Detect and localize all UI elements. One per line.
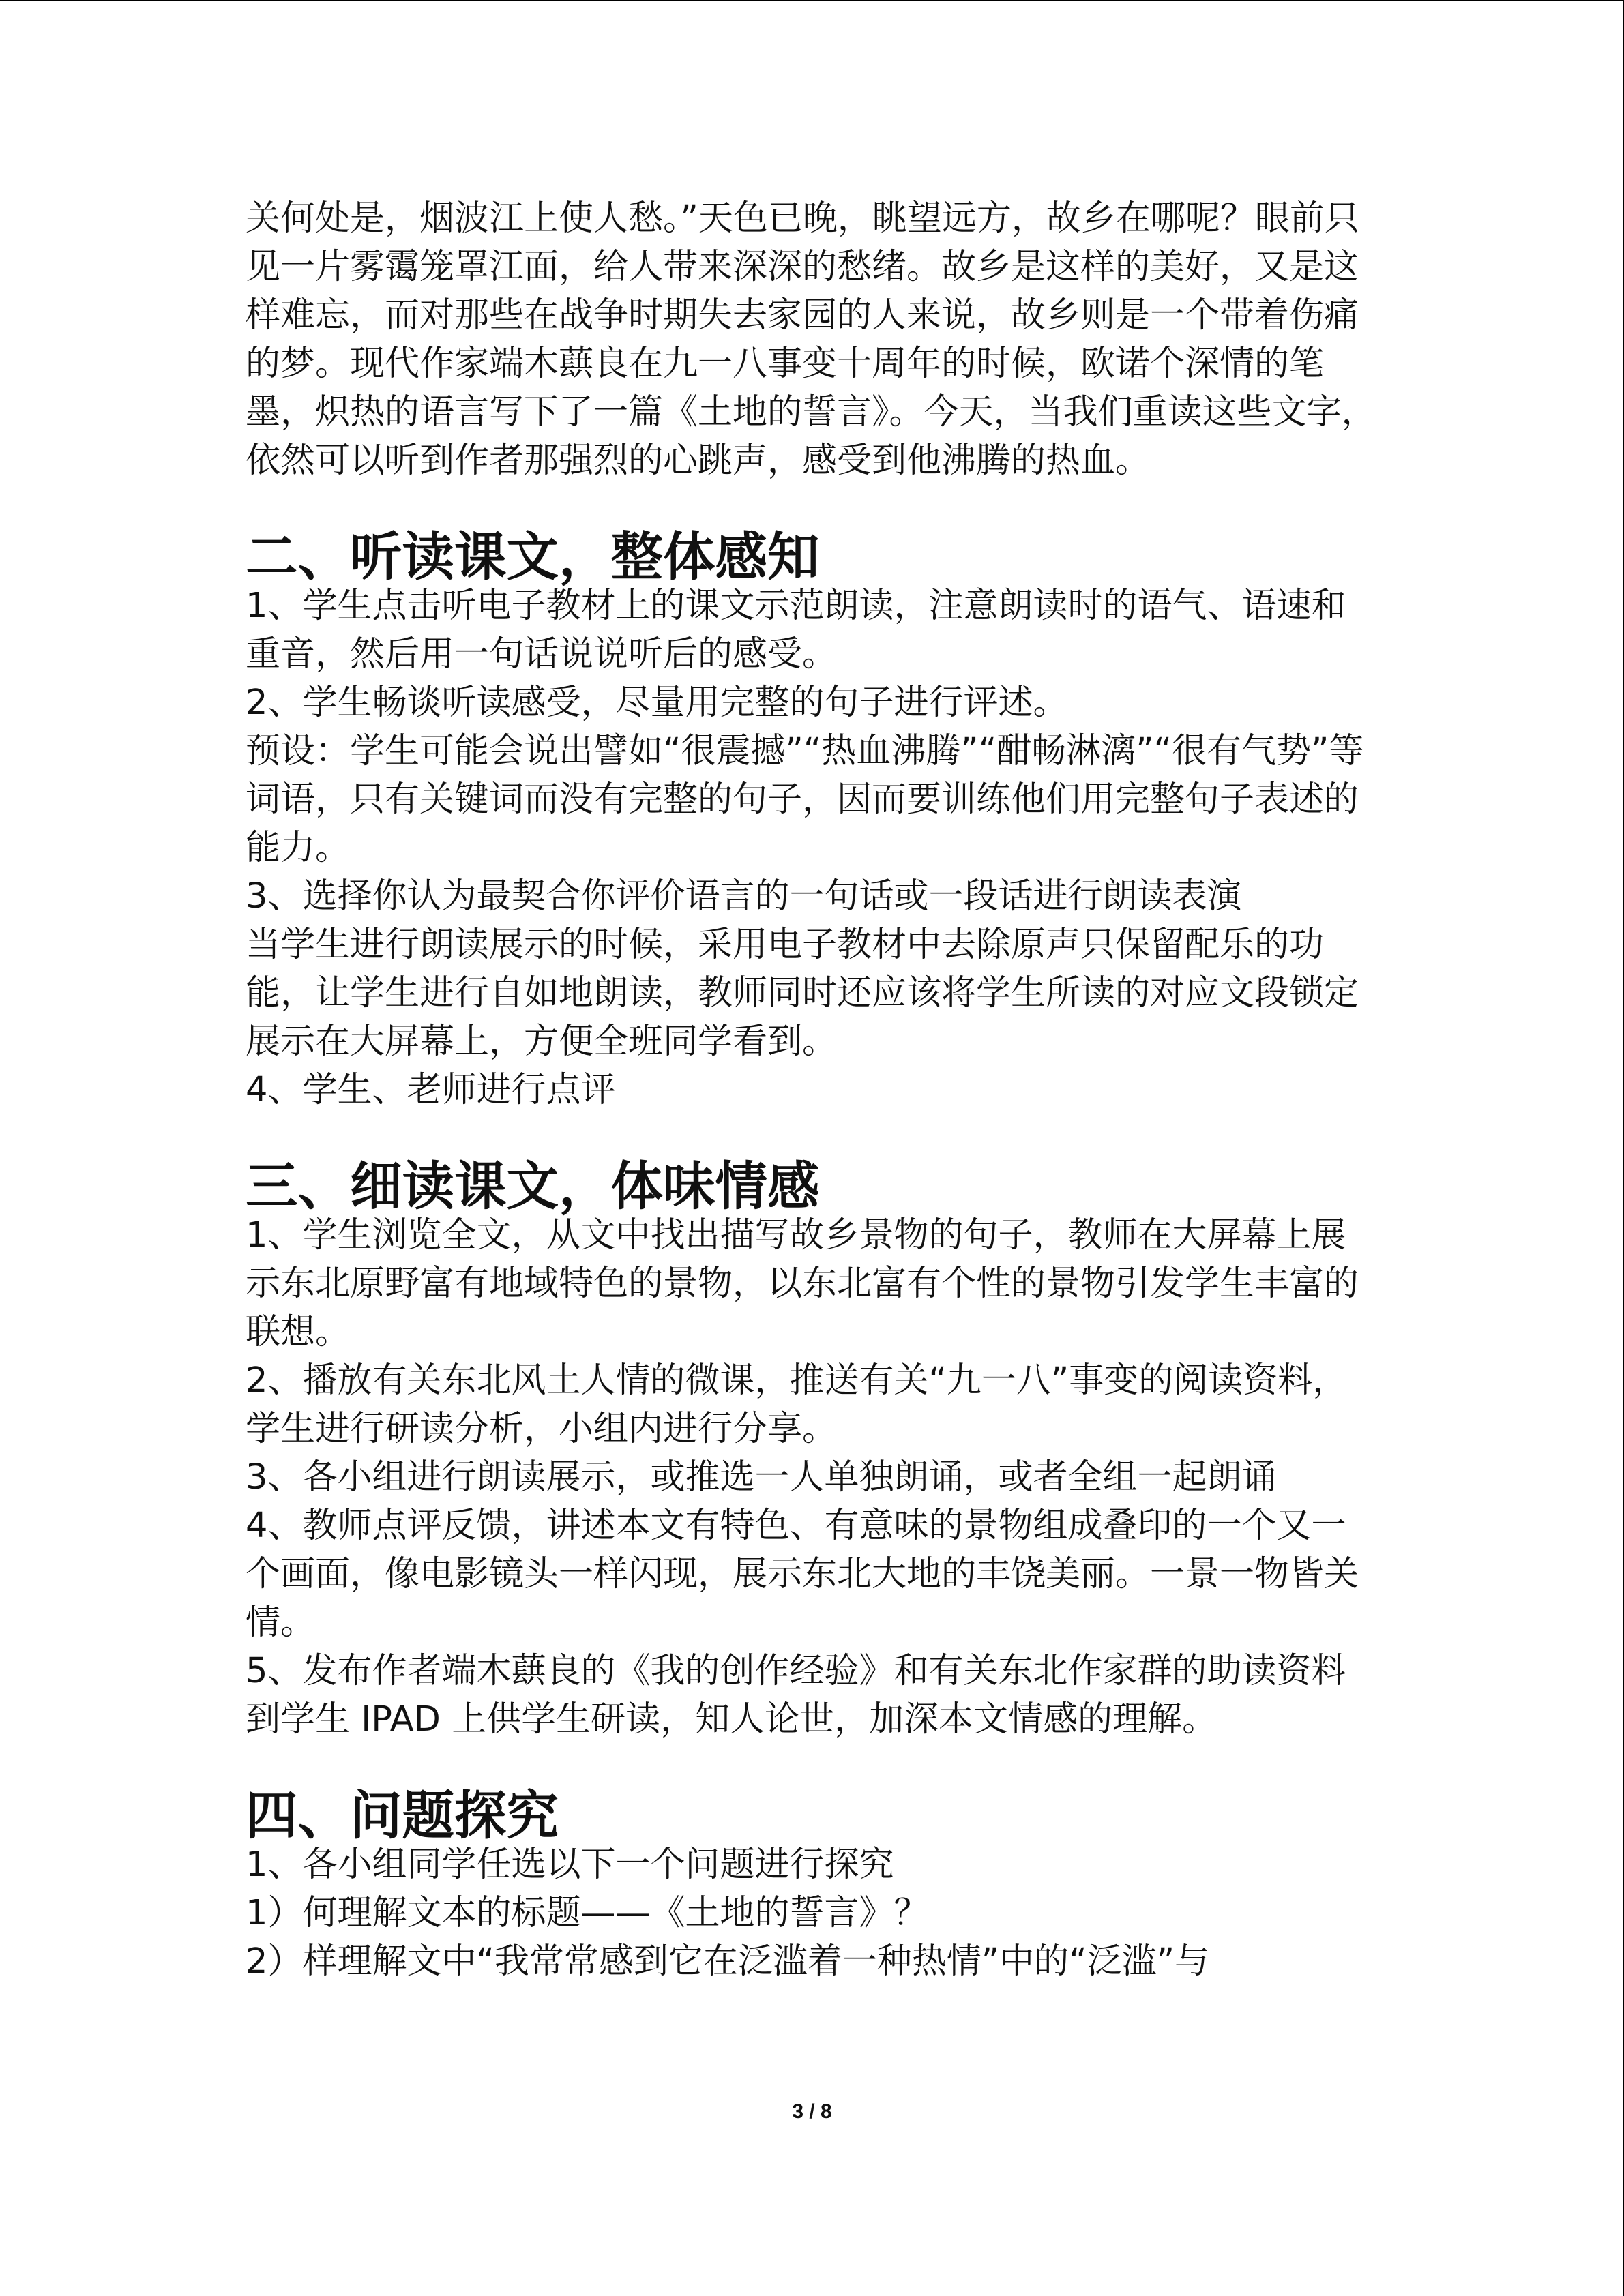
- paragraph: 1、各小组同学任选以下一个问题进行探究: [246, 1845, 894, 1885]
- paragraph: 4、教师点评反馈，讲述本文有特色、有意味的景物组成叠印的一个又一个画面，像电影镜头一样闪现，展示东北大地的丰饶美丽。一景一物皆关情。: [246, 1506, 1359, 1643]
- intro-paragraph: 关何处是，烟波江上使人愁。”天色已晚，眺望远方，故乡在哪呢？眼前只见一片雾霭笼罩江面，给人带来深深的愁绪。故乡是这样的美好，又是这样难忘，而对那些在战争时期失去家园的人来说，故乡则是一个带着伤痛的梦。现代作家端木蕻良在九一八事变十周年的时候，欧诺个深情的笔墨，炽热的语言写下了一篇《土地的誓言》。今天，当我们重读这些文字，依然可以听到作者那强烈的心跳声，感受到他沸腾的热血。: [246, 198, 1376, 481]
- paragraph: 2）样理解文中“我常常感到它在泛滥着一种热情”中的“泛滥”与: [246, 1941, 1210, 1982]
- paragraph: 5、发布作者端木蕻良的《我的创作经验》和有关东北作家群的助读资料到学生 IPAD 上供学生研读，知人论世，加深本文情感的理解。: [246, 1651, 1346, 1740]
- page-number: 3 / 8: [792, 2100, 832, 2123]
- paragraph: 当学生进行朗读展示的时候，采用电子教材中去除原声只保留配乐的功能，让学生进行自如地朗读，教师同时还应该将学生所读的对应文段锁定展示在大屏幕上，方便全班同学看到。: [246, 925, 1359, 1062]
- paragraph: 4、学生、老师进行点评: [246, 1070, 616, 1110]
- section-heading: 三、细读课文，体味情感: [246, 1157, 820, 1217]
- document-body: [246, 194, 1378, 1986]
- paragraph: 3、选择你认为最契合你评价语言的一句话或一段话进行朗读表演: [246, 876, 1242, 916]
- section-close-reading: [246, 1157, 1378, 1744]
- paragraph: 1、学生浏览全文，从文中找出描写故乡景物的句子，教师在大屏幕上展示东北原野富有地域特色的景物，以东北富有个性的景物引发学生丰富的联想。: [246, 1215, 1359, 1352]
- paragraph: 3、各小组进行朗读展示，或推选一人单独朗诵，或者全组一起朗诵: [246, 1457, 1277, 1497]
- paragraph: 1、学生点击听电子教材上的课文示范朗读，注意朗读时的语气、语速和重音，然后用一句话说说听后的感受。: [246, 586, 1346, 674]
- section-listen-read: [246, 527, 1378, 1114]
- section-heading: 二、听读课文，整体感知: [246, 527, 820, 588]
- paragraph: 2、学生畅谈听读感受，尽量用完整的句子进行评述。: [246, 683, 1068, 723]
- section-inquiry: [246, 1786, 1378, 1986]
- section-heading: 四、问题探究: [246, 1786, 559, 1847]
- paragraph: 1）何理解文本的标题——《土地的誓言》？: [246, 1893, 929, 1933]
- paragraph: 2、播放有关东北风土人情的微课，推送有关“九一八”事变的阅读资料，学生进行研读分析，小组内进行分享。: [246, 1360, 1348, 1449]
- paragraph: 预设：学生可能会说出譬如“很震撼”“热血沸腾”“酣畅淋漓”“很有气势”等词语，只有关键词而没有完整的句子，因而要训练他们用完整句子表述的能力。: [246, 731, 1364, 868]
